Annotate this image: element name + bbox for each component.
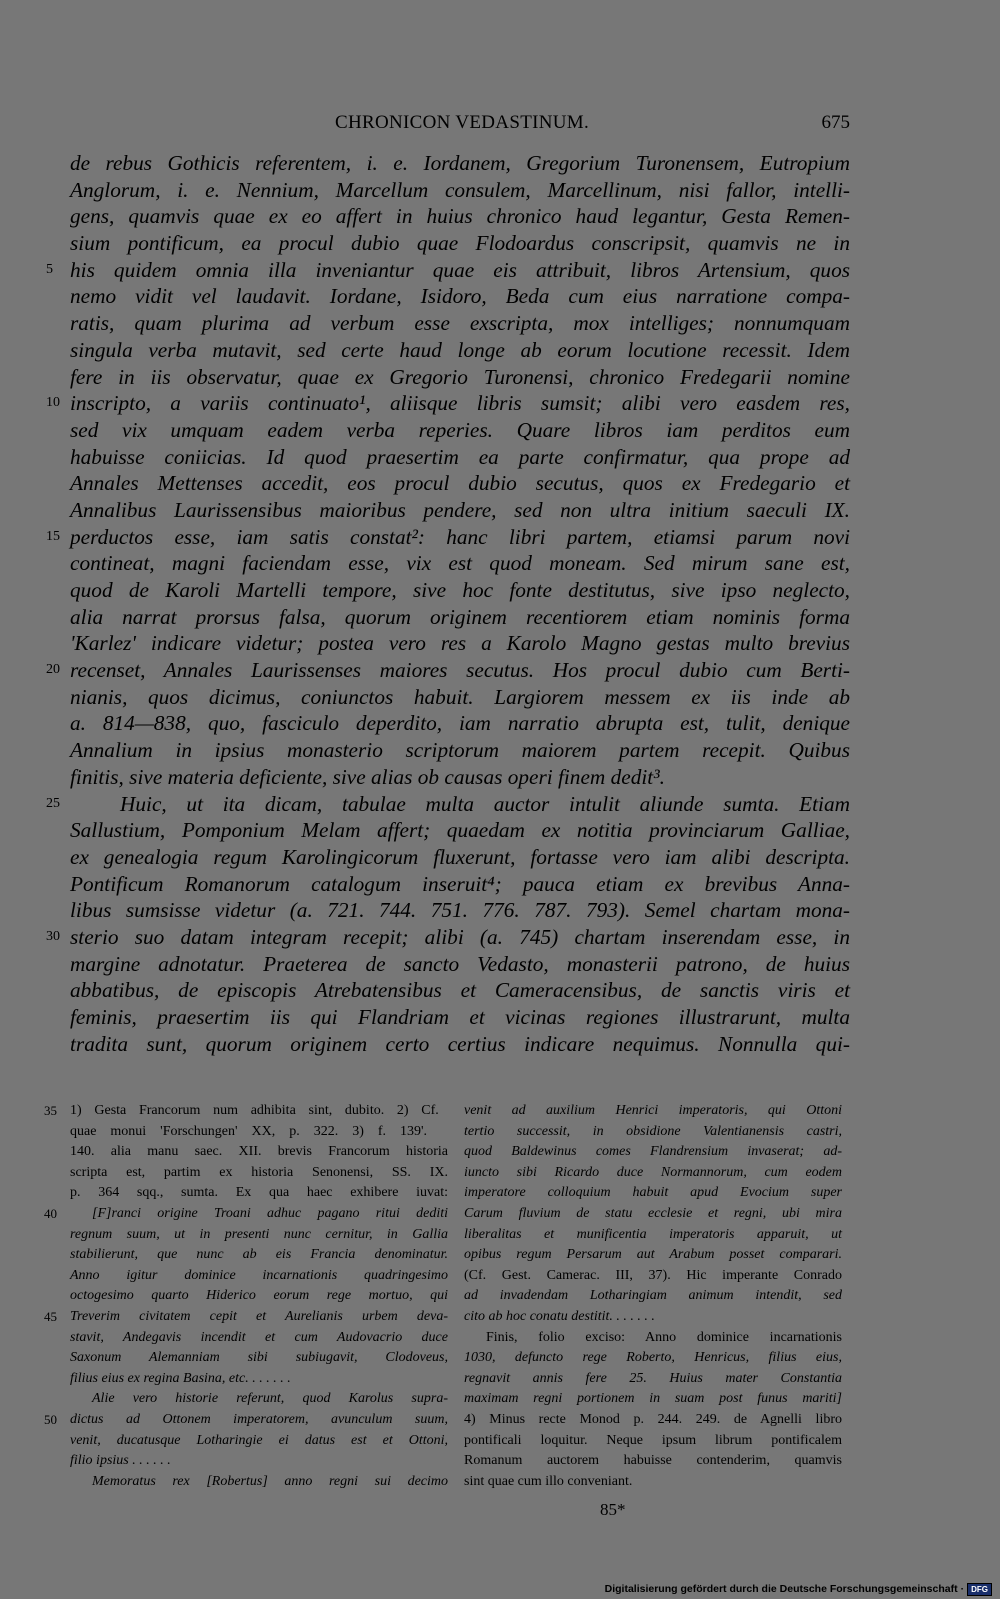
- line-text: singula verba mutavit, sed certe haud longe ab eorum locutione recessit. Idem: [70, 337, 850, 362]
- line-text: liberalitas et munificentia imperatoris apparuit, ut: [464, 1226, 842, 1242]
- text-line: [464, 1183, 842, 1204]
- line-text: stabilierunt, que nunc ab eis Francia denominatur.: [70, 1247, 448, 1263]
- line-text: Romanum auctorem habuisse contenderim, quamvis: [464, 1453, 842, 1469]
- line-text: stavit, Andegavis incendit et cum Audovacrio duce: [70, 1329, 448, 1345]
- text-line: [464, 1142, 842, 1163]
- line-text: iuncto sibi Ricardo duce Normannorum, cum eodem: [464, 1164, 842, 1180]
- text-line: [464, 1389, 842, 1410]
- credit-text: Digitalisierung gefördert durch die Deutsche Forschungsgemeinschaft: [604, 1583, 958, 1595]
- text-line: [464, 1101, 842, 1122]
- text-line: [46, 924, 850, 951]
- line-number: 30: [46, 928, 60, 944]
- line-text: his quidem omnia illa inveniantur quae eis attribuit, libros Artensium, quos: [70, 257, 850, 282]
- line-text: 'Karlez' indicare videtur; postea vero res a Karolo Magno gestas multo brevius: [70, 631, 850, 656]
- digitization-credit: Digitalisierung gefördert durch die Deutsche Forschungsgemeinschaft · DFG: [605, 1582, 992, 1596]
- text-line: [44, 1101, 448, 1122]
- text-line: [70, 1286, 448, 1307]
- text-line: [70, 230, 850, 257]
- text-line: [464, 1286, 842, 1307]
- text-line: [46, 791, 850, 818]
- line-text: venit, ducatusque Lotharingie ei datus est et Ottoni,: [70, 1432, 448, 1448]
- line-text: sium pontificum, ea procul dubio quae Flodoardus conscripsit, quamvis ne in: [70, 231, 850, 256]
- line-text: ad invadendam Lotharingiam animum intendit, sed: [464, 1288, 842, 1304]
- line-text: Saxonum Alemanniam sibi subiugavit, Clodoveus,: [70, 1350, 448, 1366]
- text-line: [70, 1031, 850, 1058]
- line-text: 1) Gesta Francorum num adhibita sint, dubito. 2) Cf.: [70, 1103, 439, 1118]
- text-line: [70, 604, 850, 631]
- text-line: [464, 1348, 842, 1369]
- text-line: [70, 977, 850, 1004]
- line-text: fere in iis observatur, quae ex Gregorio Turonensi, chronico Fredegarii nomine: [70, 364, 850, 389]
- line-text: alia narrat prorsus falsa, quorum originem recentiorem etiam nominis forma: [70, 604, 850, 629]
- text-line: [70, 1451, 448, 1472]
- line-text: pontificali loquitur. Neque ipsum librum pontificalem: [464, 1432, 842, 1448]
- line-text: sterio suo datam integram recepit; alibi (a. 745) chartam inserendam esse, in: [70, 924, 850, 949]
- text-line: [70, 1245, 448, 1266]
- text-line: [464, 1225, 842, 1246]
- line-text: (Cf. Gest. Camerac. III, 37). Hic imperante Conrado: [464, 1267, 842, 1283]
- text-line: [70, 897, 850, 924]
- line-text: dictus ad Ottonem imperatorem, avunculum suum,: [70, 1411, 448, 1427]
- text-line: [70, 417, 850, 444]
- line-number: 20: [46, 662, 60, 678]
- text-line: [70, 1266, 448, 1287]
- text-line: [464, 1266, 842, 1287]
- text-line: [70, 817, 850, 844]
- line-text: Pontificum Romanorum catalogum inseruit⁴; pauca etiam ex brevibus Anna-: [70, 871, 850, 896]
- line-number: 35: [44, 1103, 57, 1118]
- line-number: 5: [46, 261, 53, 277]
- text-line: [70, 1183, 448, 1204]
- text-line: [70, 1431, 448, 1452]
- text-line: [46, 257, 850, 284]
- line-text: inscripto, a variis continuato¹, aliisque libris sumsit; alibi vero easdem res,: [70, 391, 850, 416]
- text-line: [70, 497, 850, 524]
- text-line: [70, 1472, 448, 1493]
- main-text-block: [46, 150, 850, 1057]
- text-line: [46, 524, 850, 551]
- line-text: quae monui 'Forschungen' XX, p. 322. 3) f. 139'.: [70, 1123, 428, 1139]
- line-text: contineat, magni faciendam esse, vix est quod moneam. Sed mirum sane est,: [70, 551, 850, 576]
- line-text: feminis, praesertim iis qui Flandriam et vicinas regiones illustrarunt, multa: [70, 1005, 850, 1029]
- line-text: Finis, folio exciso: Anno dominice incarnationis: [486, 1329, 842, 1345]
- line-text: 4) Minus recte Monod p. 244. 249. de Agnelli libro: [464, 1411, 842, 1427]
- text-line: [70, 364, 850, 391]
- line-text: Anno igitur dominice incarnationis quadringesimo: [70, 1267, 448, 1283]
- line-text: nianis, quos dicimus, coniunctos habuit. Largiorem messem ex iis inde ab: [70, 684, 850, 709]
- line-text: [F]ranci origine Troani adhuc pagano ritui dediti: [92, 1205, 448, 1221]
- line-text: ex genealogia regum Karolingicorum fluxerunt, fortasse vero iam alibi descripta.: [70, 844, 850, 869]
- text-line: [70, 737, 850, 764]
- line-text: Sallustium, Pomponium Melam affert; quaedam ex notitia provinciarum Galliae,: [70, 818, 850, 843]
- text-line: [70, 871, 850, 898]
- text-line: [464, 1431, 842, 1452]
- line-text: libus sumsisse videtur (a. 721. 744. 751. 776. 787. 793). Semel chartam mona-: [70, 898, 850, 923]
- line-text: quod Baldewinus comes Flandrensium invaserat; ad-: [464, 1144, 842, 1160]
- line-text: Annalibus Laurissensibus maioribus pendere, sed non ultra initium saeculi IX.: [70, 497, 850, 522]
- line-text: sint quae cum illo conveniant.: [464, 1473, 633, 1489]
- text-line: [464, 1328, 842, 1349]
- text-line: [464, 1163, 842, 1184]
- dfg-logo: DFG: [967, 1583, 992, 1596]
- page-number: 675: [821, 112, 850, 133]
- line-text: maximam regni portionem in suam post funus mariti]: [464, 1391, 842, 1407]
- text-line: [464, 1410, 842, 1431]
- text-line: [70, 1122, 448, 1143]
- line-text: perductos esse, iam satis constat²: hanc libri partem, etiamsi parum novi: [70, 524, 850, 549]
- line-text: abbatibus, de episcopis Atrebatensibus et Cameracensibus, de sanctis viris et: [70, 978, 850, 1003]
- line-text: Huic, ut ita dicam, tabulae multa auctor intulit aliunde sumta. Etiam: [120, 791, 850, 816]
- line-text: Memoratus rex [Robertus] anno regni sui decimo: [92, 1473, 448, 1489]
- text-line: [70, 1004, 850, 1031]
- line-text: Annalium in ipsius monasterio scriptorum maiorem partem recepit. Quibus: [70, 738, 850, 763]
- text-line: [464, 1122, 842, 1143]
- text-line: [46, 390, 850, 417]
- text-line: [70, 1225, 448, 1246]
- text-line: [70, 470, 850, 497]
- line-text: margine adnotatur. Praeterea de sancto Vedasto, monasterii patrono, de huius: [70, 951, 850, 976]
- line-text: 140. alia manu saec. XII. brevis Francorum historia: [70, 1144, 448, 1160]
- line-text: gens, quamvis quae ex eo affert in huius chronico haud legantur, Gesta Remen-: [70, 204, 850, 229]
- footnotes: [44, 1101, 850, 1506]
- line-number: 40: [44, 1205, 57, 1221]
- line-text: filio ipsius . . . . . .: [70, 1453, 171, 1469]
- line-text: recenset, Annales Laurissenses maiores secutus. Hos procul dubio cum Berti-: [70, 658, 850, 683]
- line-text: 1030, defuncto rege Roberto, Henricus, filius eius,: [464, 1350, 842, 1366]
- text-line: [70, 577, 850, 604]
- line-number: 15: [46, 528, 60, 544]
- text-line: [44, 1204, 448, 1225]
- line-text: Anglorum, i. e. Nennium, Marcellum consulem, Marcellinum, nisi fallor, intelli-: [70, 177, 850, 202]
- line-text: octogesimo quarto Hiderico eorum rege mortuo, qui: [70, 1288, 448, 1304]
- line-text: tertio successit, in obsidione Valentianensis castri,: [464, 1123, 842, 1139]
- line-text: nemo vidit vel laudavit. Iordane, Isidoro, Beda cum eius narratione compa-: [70, 284, 850, 309]
- signature-mark: 85*: [600, 1500, 626, 1519]
- line-text: scripta est, partim ex historia Senonensi, SS. IX.: [70, 1164, 448, 1180]
- line-text: Annales Mettenses accedit, eos procul dubio secutus, quos ex Fredegario et: [70, 471, 850, 496]
- text-line: [44, 1410, 448, 1431]
- text-line: [464, 1369, 842, 1390]
- text-line: [464, 1307, 842, 1328]
- line-text: finitis, sive materia deficiente, sive alias ob causas operi finem dedit³.: [70, 764, 665, 789]
- line-text: p. 364 sqq., sumta. Ex qua haec exhibere iuvat:: [70, 1185, 448, 1201]
- footnotes-left-column: [44, 1101, 448, 1492]
- text-line: [70, 1328, 448, 1349]
- text-line: [70, 177, 850, 204]
- line-text: sed vix umquam eadem verba reperies. Quare libros iam perditos eum: [70, 417, 850, 442]
- text-line: [70, 951, 850, 978]
- text-line: [70, 1369, 448, 1390]
- text-line: [464, 1451, 842, 1472]
- text-line: [70, 764, 850, 791]
- line-text: Treverim civitatem cepit et Aurelianis urbem deva-: [70, 1308, 448, 1324]
- line-text: regnum suum, ut in presenti nunc cernitur, in Gallia: [70, 1226, 448, 1242]
- text-line: [70, 1163, 448, 1184]
- line-text: de rebus Gothicis referentem, i. e. Iordanem, Gregorium Turonensem, Eutropium: [70, 151, 850, 175]
- text-line: [70, 684, 850, 711]
- line-text: imperatore colloquium habuit apud Evocium super: [464, 1185, 842, 1201]
- text-line: [70, 630, 850, 657]
- text-line: [70, 444, 850, 471]
- line-text: regnavit annis fere 25. Huius mater Constantia: [464, 1370, 842, 1386]
- line-number: 25: [46, 795, 60, 811]
- line-text: quod de Karoli Martelli tempore, sive hoc fonte destitutus, sive ipso neglecto,: [70, 578, 850, 602]
- line-number: 45: [44, 1308, 57, 1324]
- text-line: [70, 550, 850, 577]
- text-line: [70, 283, 850, 310]
- text-line: [70, 203, 850, 230]
- text-line: [70, 337, 850, 364]
- text-line: [70, 844, 850, 871]
- line-text: Carum fluvium de statu ecclesie et regni, ubi mira: [464, 1205, 842, 1221]
- text-line: [70, 150, 850, 177]
- text-line: [464, 1245, 842, 1266]
- line-text: habuisse coniicias. Id quod praesertim ea parte confirmatur, qua prope ad: [70, 444, 850, 469]
- line-text: ratis, quam plurima ad verbum esse exscripta, mox intelliges; nonnumquam: [70, 311, 850, 336]
- line-text: tradita sunt, quorum originem certo certius indicare nequimus. Nonnulla qui-: [70, 1031, 850, 1056]
- text-line: [464, 1472, 842, 1493]
- text-line: [70, 1348, 448, 1369]
- line-text: filius eius ex regina Basina, etc. . . . . . .: [70, 1370, 291, 1386]
- line-text: cito ab hoc conatu destitit. . . . . . .: [464, 1308, 655, 1324]
- line-number: 50: [44, 1411, 57, 1427]
- text-line: [70, 1389, 448, 1410]
- line-text: Alie vero historie referunt, quod Karolus supra-: [92, 1391, 448, 1407]
- line-text: opibus regum Persarum aut Arabum posset comparari.: [464, 1247, 842, 1263]
- running-title: CHRONICON VEDASTINUM.: [335, 112, 590, 133]
- text-line: [464, 1204, 842, 1225]
- page-header: [70, 112, 850, 142]
- text-line: [70, 710, 850, 737]
- text-line: [70, 310, 850, 337]
- line-text: a. 814—838, quo, fasciculo deperdito, iam narratio abrupta est, tulit, denique: [70, 711, 850, 736]
- footnotes-right-column: [464, 1101, 842, 1492]
- line-number: 10: [46, 395, 60, 411]
- text-line: [44, 1307, 448, 1328]
- text-line: [70, 1142, 448, 1163]
- text-line: [46, 657, 850, 684]
- line-text: venit ad auxilium Henrici imperatoris, qui Ottoni: [464, 1103, 842, 1118]
